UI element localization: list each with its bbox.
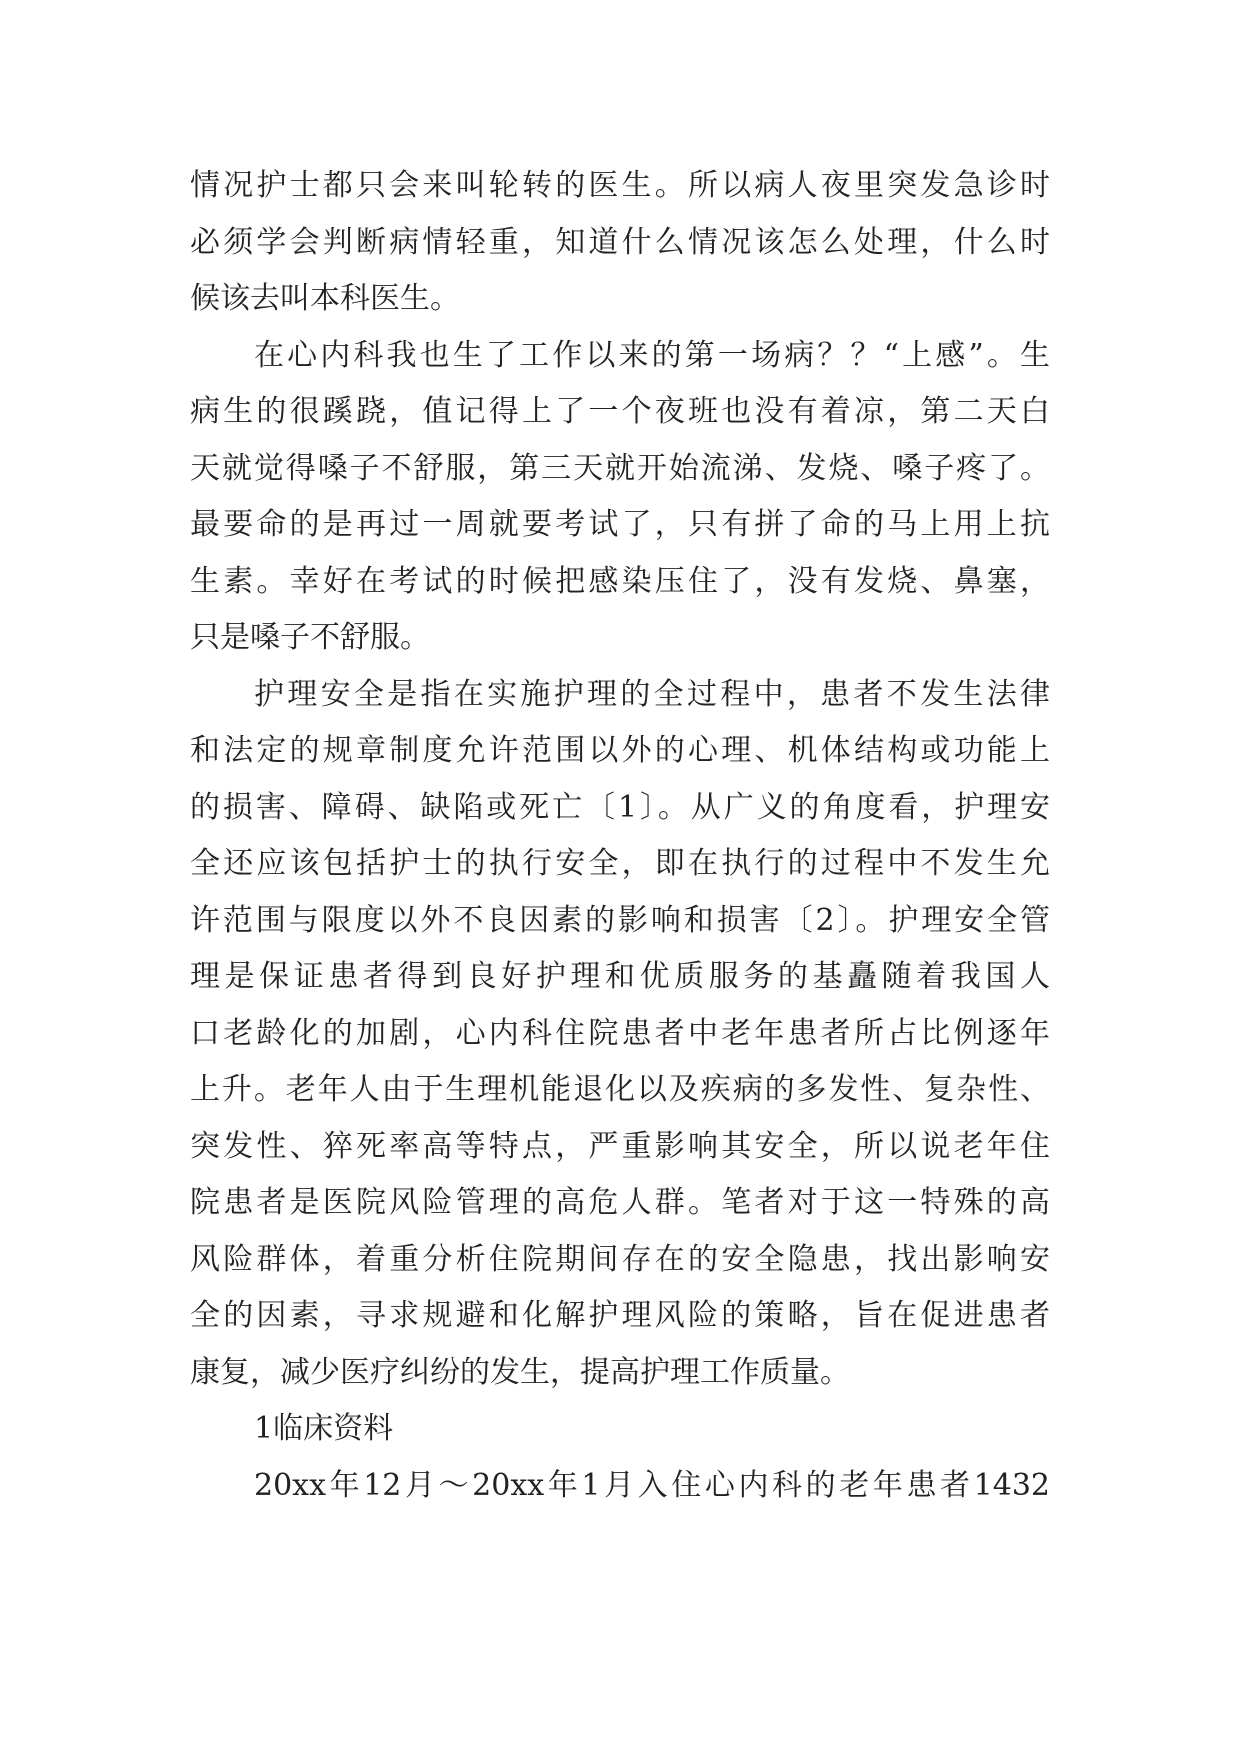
text-line: 情况护士都只会来叫轮转的医生。所以病人夜里突发急诊时 (190, 168, 1050, 203)
text-line: 康复，减少医疗纠纷的发生，提高护理工作质量。 (190, 1354, 850, 1390)
text-line: 天就觉得嗓子不舒服，第三天就开始流涕、发烧、嗓子疼了。 (190, 450, 1050, 486)
text-line: 风险群体，着重分析住院期间存在的安全隐患，找出影响安 (190, 1241, 1050, 1277)
text-line: 和法定的规章制度允许范围以外的心理、机体结构或功能上 (190, 733, 1050, 768)
text-line: 口老龄化的加剧，心内科住院患者中老年患者所占比例逐年 (190, 1015, 1050, 1051)
text-line: 护理安全是指在实施护理的全过程中，患者不发生法律 (254, 676, 1050, 712)
text-line: 必须学会判断病情轻重，知道什么情况该怎么处理，什么时 (190, 224, 1050, 260)
text-line: 理是保证患者得到良好护理和优质服务的基矗随着我国人 (190, 959, 1050, 994)
text-line: 1临床资料 (254, 1411, 394, 1446)
text-line: 20xx年12月～20xx年1月入住心内科的老年患者1432 (254, 1467, 1050, 1503)
document-body (190, 158, 1050, 1514)
text-line: 只是嗓子不舒服。 (190, 620, 430, 655)
text-line: 全的因素，寻求规避和化解护理风险的策略，旨在促进患者 (190, 1298, 1050, 1333)
text-line: 的损害、障碍、缺陷或死亡〔1〕。从广义的角度看，护理安 (190, 789, 1050, 825)
text-line: 全还应该包括护士的执行安全，即在执行的过程中不发生允 (190, 846, 1050, 881)
text-line: 病生的很蹊跷，值记得上了一个夜班也没有着凉，第二天白 (190, 394, 1050, 429)
text-line: 生素。幸好在考试的时候把感染压住了，没有发烧、鼻塞， (190, 563, 1050, 599)
text-line: 上升。老年人由于生理机能退化以及疾病的多发性、复杂性、 (190, 1072, 1050, 1107)
text-line: 在心内科我也生了工作以来的第一场病？？“上感”。生 (254, 337, 1050, 373)
text-line: 候该去叫本科医生。 (190, 281, 460, 316)
text-line: 最要命的是再过一周就要考试了，只有拼了命的马上用上抗 (190, 507, 1050, 542)
text-line: 突发性、猝死率高等特点，严重影响其安全，所以说老年住 (190, 1128, 1050, 1164)
text-line: 院患者是医院风险管理的高危人群。笔者对于这一特殊的高 (190, 1185, 1050, 1220)
text-line: 许范围与限度以外不良因素的影响和损害〔2〕。护理安全管 (190, 902, 1050, 938)
